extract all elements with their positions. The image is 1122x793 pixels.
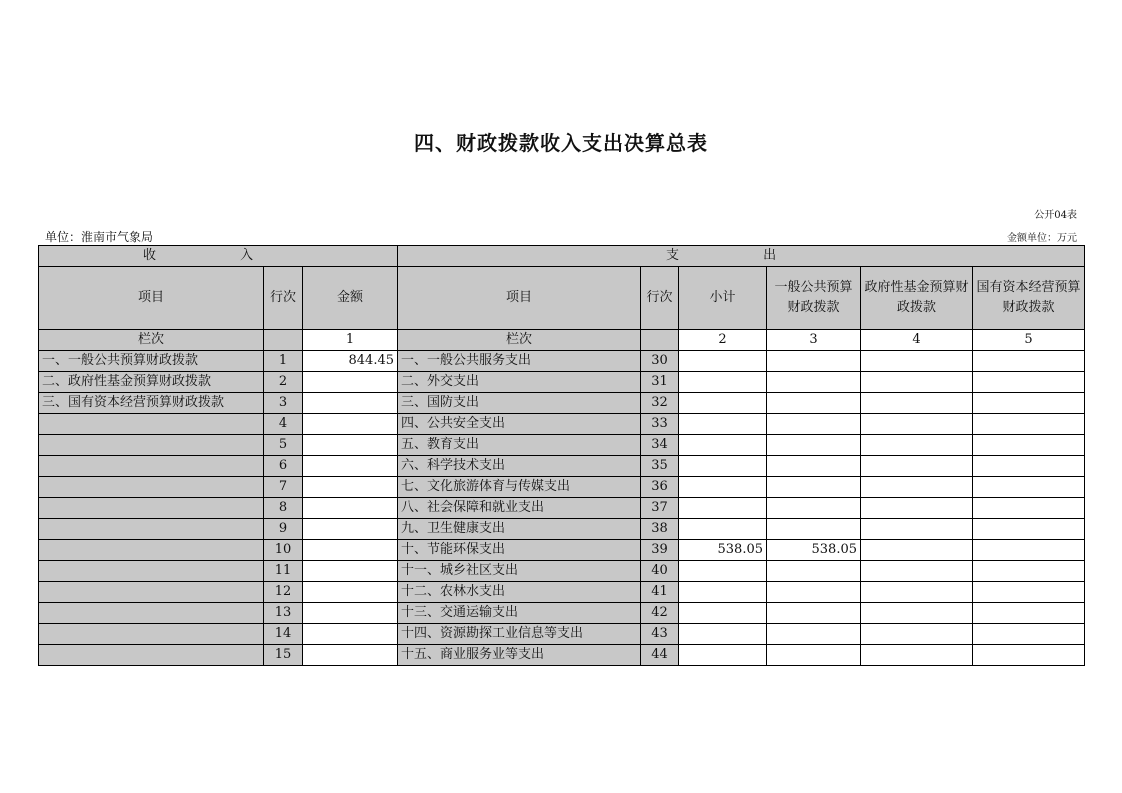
colno-5: 5	[973, 330, 1085, 351]
income-amount-cell: 844.45	[303, 351, 398, 372]
income-item-cell	[39, 435, 264, 456]
income-amount-cell	[303, 603, 398, 624]
state-capital-cell	[973, 498, 1085, 519]
income-row-no-cell: 14	[264, 624, 303, 645]
expense-row-no-cell: 36	[641, 477, 679, 498]
state-capital-cell	[973, 435, 1085, 456]
gov-fund-cell	[861, 351, 973, 372]
subtotal-cell	[679, 414, 767, 435]
income-row-no-cell: 13	[264, 603, 303, 624]
unit-label: 单位：淮南市气象局	[45, 230, 154, 244]
expense-item-cell: 二、外交支出	[398, 372, 641, 393]
state-capital-cell	[973, 582, 1085, 603]
gov-fund-cell	[861, 435, 973, 456]
income-amount-cell	[303, 456, 398, 477]
header-subtotal: 小计	[679, 267, 767, 330]
colno-empty	[264, 330, 303, 351]
expense-item-cell: 十三、交通运输支出	[398, 603, 641, 624]
income-amount-cell	[303, 519, 398, 540]
table-row	[39, 561, 1085, 582]
header-general-budget: 一般公共预算财政拨款	[767, 267, 861, 330]
general-budget-cell	[767, 435, 861, 456]
general-budget-cell	[767, 624, 861, 645]
income-row-no-cell: 3	[264, 393, 303, 414]
expense-item-cell: 七、文化旅游体育与传媒支出	[398, 477, 641, 498]
general-budget-cell	[767, 561, 861, 582]
gov-fund-cell	[861, 519, 973, 540]
expense-row-no-cell: 43	[641, 624, 679, 645]
general-budget-cell	[767, 414, 861, 435]
general-budget-cell	[767, 645, 861, 666]
income-row-no-cell: 1	[264, 351, 303, 372]
expense-item-cell: 十二、农林水支出	[398, 582, 641, 603]
expense-item-cell: 九、卫生健康支出	[398, 519, 641, 540]
expense-item-cell: 十一、城乡社区支出	[398, 561, 641, 582]
income-amount-cell	[303, 414, 398, 435]
table-row	[39, 624, 1085, 645]
expense-row-no-cell: 38	[641, 519, 679, 540]
page-title: 四、财政拨款收入支出决算总表	[414, 131, 708, 155]
table-row	[39, 519, 1085, 540]
income-row-no-cell: 10	[264, 540, 303, 561]
income-item-cell	[39, 414, 264, 435]
expense-item-cell: 三、国防支出	[398, 393, 641, 414]
income-amount-cell	[303, 435, 398, 456]
state-capital-cell	[973, 624, 1085, 645]
income-item-cell	[39, 519, 264, 540]
income-item-cell	[39, 624, 264, 645]
gov-fund-cell	[861, 540, 973, 561]
expense-item-cell: 八、社会保障和就业支出	[398, 498, 641, 519]
gov-fund-cell	[861, 645, 973, 666]
expense-row-no-cell: 37	[641, 498, 679, 519]
general-budget-cell	[767, 351, 861, 372]
income-row-no-cell: 2	[264, 372, 303, 393]
header-item: 项目	[39, 267, 264, 330]
subtotal-cell	[679, 477, 767, 498]
general-budget-cell	[767, 456, 861, 477]
subtotal-cell	[679, 372, 767, 393]
column-number-row	[39, 330, 1085, 351]
expense-row-no-cell: 44	[641, 645, 679, 666]
table-row	[39, 351, 1085, 372]
income-amount-cell	[303, 540, 398, 561]
gov-fund-cell	[861, 477, 973, 498]
expense-row-no-cell: 30	[641, 351, 679, 372]
expense-row-no-cell: 34	[641, 435, 679, 456]
income-row-no-cell: 8	[264, 498, 303, 519]
income-row-no-cell: 12	[264, 582, 303, 603]
general-budget-cell	[767, 519, 861, 540]
expense-row-no-cell: 33	[641, 414, 679, 435]
header-state-capital: 国有资本经营预算财政拨款	[973, 267, 1085, 330]
state-capital-cell	[973, 477, 1085, 498]
gov-fund-cell	[861, 498, 973, 519]
expense-row-no-cell: 31	[641, 372, 679, 393]
table-row	[39, 477, 1085, 498]
general-budget-cell	[767, 372, 861, 393]
expense-row-no-cell: 41	[641, 582, 679, 603]
colno-1: 1	[303, 330, 398, 351]
income-amount-cell	[303, 498, 398, 519]
income-row-no-cell: 4	[264, 414, 303, 435]
income-row-no-cell: 7	[264, 477, 303, 498]
income-amount-cell	[303, 624, 398, 645]
expense-row-no-cell: 42	[641, 603, 679, 624]
general-budget-cell	[767, 498, 861, 519]
state-capital-cell	[973, 603, 1085, 624]
income-item-cell	[39, 645, 264, 666]
expense-band: 支 出	[398, 246, 1085, 267]
expense-item-cell: 十、节能环保支出	[398, 540, 641, 561]
expense-item-cell: 五、教育支出	[398, 435, 641, 456]
expense-row-no-cell: 32	[641, 393, 679, 414]
gov-fund-cell	[861, 393, 973, 414]
general-budget-cell	[767, 393, 861, 414]
income-amount-cell	[303, 561, 398, 582]
general-budget-cell	[767, 582, 861, 603]
gov-fund-cell	[861, 456, 973, 477]
subtotal-cell: 538.05	[679, 540, 767, 561]
subtotal-cell	[679, 519, 767, 540]
state-capital-cell	[973, 372, 1085, 393]
subtotal-cell	[679, 456, 767, 477]
income-amount-cell	[303, 645, 398, 666]
table-row	[39, 498, 1085, 519]
income-row-no-cell: 6	[264, 456, 303, 477]
subtotal-cell	[679, 582, 767, 603]
header-row-no: 行次	[264, 267, 303, 330]
income-item-cell: 二、政府性基金预算财政拨款	[39, 372, 264, 393]
income-amount-cell	[303, 477, 398, 498]
general-budget-cell: 538.05	[767, 540, 861, 561]
colno-empty	[641, 330, 679, 351]
income-row-no-cell: 9	[264, 519, 303, 540]
income-row-no-cell: 15	[264, 645, 303, 666]
expense-item-cell: 十四、资源勘探工业信息等支出	[398, 624, 641, 645]
table-row	[39, 456, 1085, 477]
header-gov-fund: 政府性基金预算财政拨款	[861, 267, 973, 330]
income-row-no-cell: 5	[264, 435, 303, 456]
state-capital-cell	[973, 351, 1085, 372]
expense-item-cell: 四、公共安全支出	[398, 414, 641, 435]
income-item-cell	[39, 456, 264, 477]
form-number: 公开04表	[1034, 210, 1077, 221]
income-item-cell: 三、国有资本经营预算财政拨款	[39, 393, 264, 414]
expense-row-no-cell: 40	[641, 561, 679, 582]
colno-2: 2	[679, 330, 767, 351]
general-budget-cell	[767, 603, 861, 624]
expense-item-cell: 十五、商业服务业等支出	[398, 645, 641, 666]
table-row	[39, 645, 1085, 666]
income-item-cell	[39, 498, 264, 519]
income-row-no-cell: 11	[264, 561, 303, 582]
income-amount-cell	[303, 372, 398, 393]
band-row	[39, 246, 1085, 267]
table-row	[39, 372, 1085, 393]
expense-row-no-cell: 35	[641, 456, 679, 477]
gov-fund-cell	[861, 582, 973, 603]
subtotal-cell	[679, 603, 767, 624]
state-capital-cell	[973, 519, 1085, 540]
income-item-cell	[39, 582, 264, 603]
header-item-expense: 项目	[398, 267, 641, 330]
budget-table	[38, 245, 1085, 666]
state-capital-cell	[973, 393, 1085, 414]
colno-label-right: 栏次	[398, 330, 641, 351]
income-item-cell	[39, 477, 264, 498]
gov-fund-cell	[861, 624, 973, 645]
state-capital-cell	[973, 414, 1085, 435]
gov-fund-cell	[861, 372, 973, 393]
table-row	[39, 582, 1085, 603]
gov-fund-cell	[861, 603, 973, 624]
subtotal-cell	[679, 351, 767, 372]
subtotal-cell	[679, 561, 767, 582]
header-row	[39, 267, 1085, 330]
table-row	[39, 540, 1085, 561]
gov-fund-cell	[861, 561, 973, 582]
amount-unit-label: 金额单位：万元	[1007, 233, 1077, 244]
subtotal-cell	[679, 624, 767, 645]
colno-4: 4	[861, 330, 973, 351]
income-amount-cell	[303, 393, 398, 414]
table-row	[39, 393, 1085, 414]
table-row	[39, 414, 1085, 435]
subtotal-cell	[679, 435, 767, 456]
subtotal-cell	[679, 498, 767, 519]
gov-fund-cell	[861, 414, 973, 435]
state-capital-cell	[973, 561, 1085, 582]
state-capital-cell	[973, 540, 1085, 561]
income-amount-cell	[303, 582, 398, 603]
income-item-cell	[39, 603, 264, 624]
colno-label-left: 栏次	[39, 330, 264, 351]
subtotal-cell	[679, 645, 767, 666]
income-item-cell	[39, 561, 264, 582]
general-budget-cell	[767, 477, 861, 498]
state-capital-cell	[973, 456, 1085, 477]
subtotal-cell	[679, 393, 767, 414]
income-item-cell: 一、一般公共预算财政拨款	[39, 351, 264, 372]
state-capital-cell	[973, 645, 1085, 666]
expense-item-cell: 一、一般公共服务支出	[398, 351, 641, 372]
table-row	[39, 603, 1085, 624]
income-band: 收 入	[39, 246, 398, 267]
header-row-no-expense: 行次	[641, 267, 679, 330]
income-item-cell	[39, 540, 264, 561]
header-amount: 金额	[303, 267, 398, 330]
colno-3: 3	[767, 330, 861, 351]
expense-item-cell: 六、科学技术支出	[398, 456, 641, 477]
table-row	[39, 435, 1085, 456]
expense-row-no-cell: 39	[641, 540, 679, 561]
